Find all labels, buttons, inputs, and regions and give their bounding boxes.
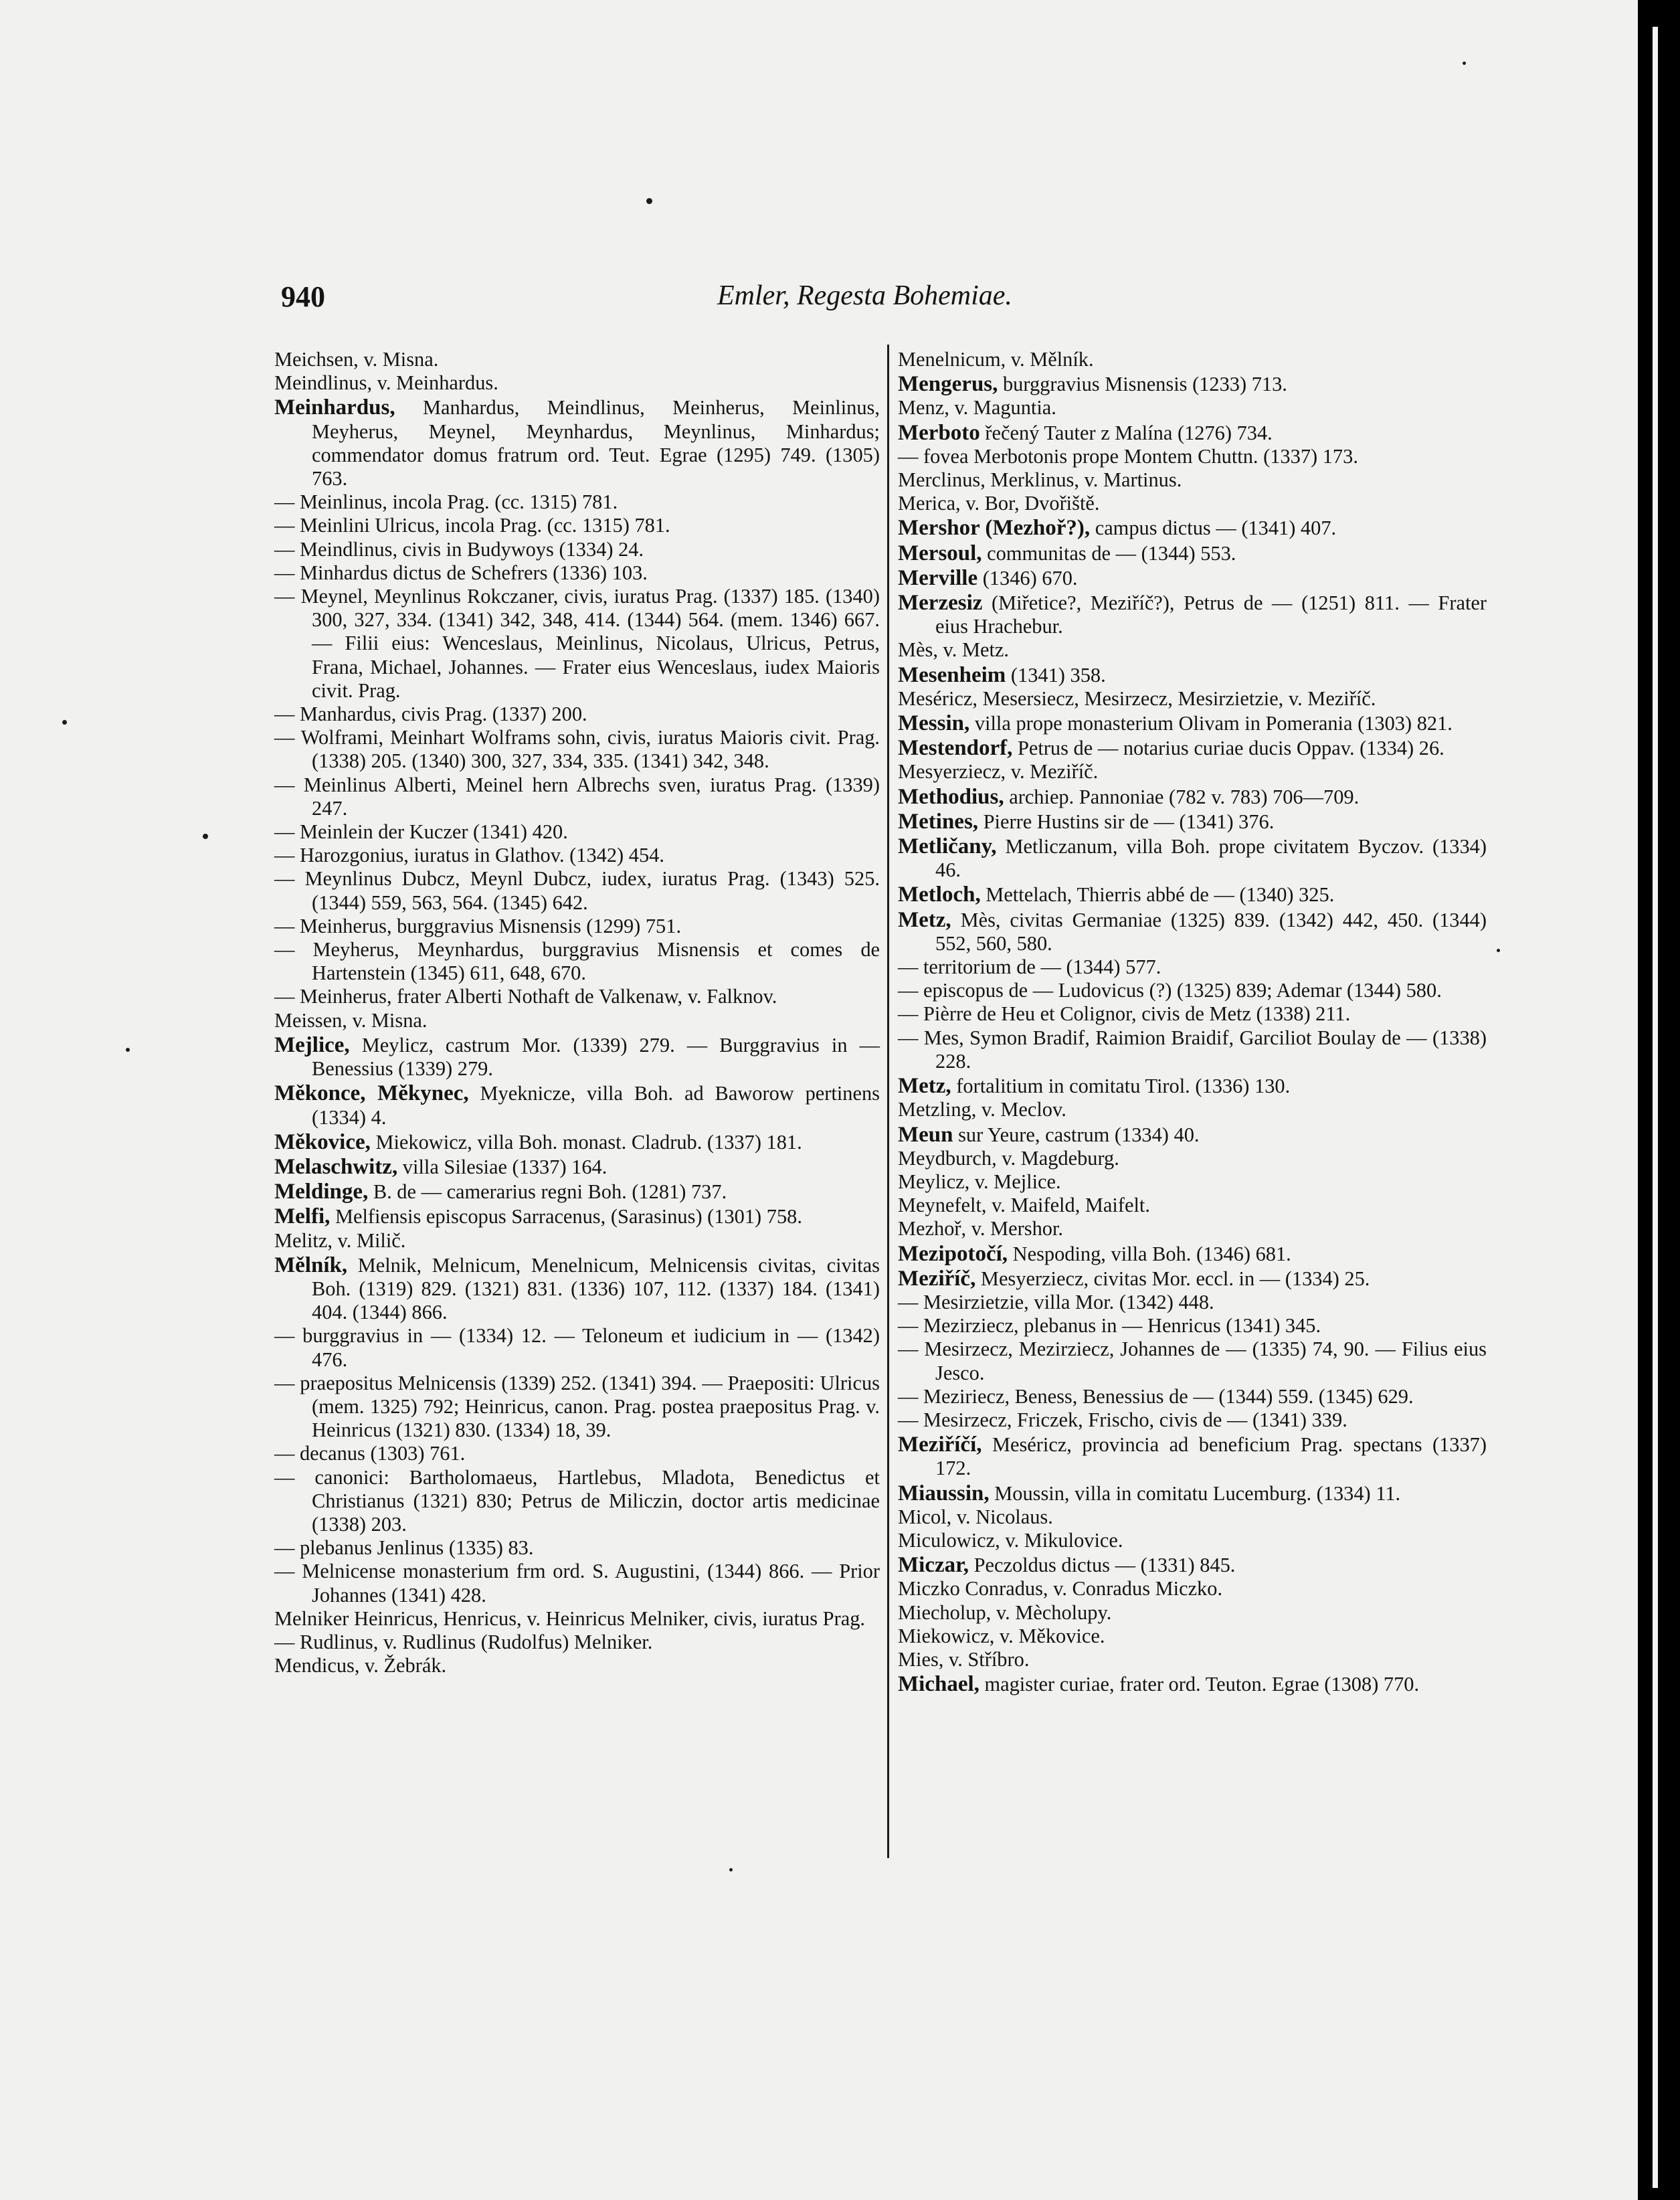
index-entry <box>898 835 1487 882</box>
index-entry <box>898 1098 1487 1121</box>
entry-text: Micol, v. Nicolaus. <box>898 1505 1053 1528</box>
left-column <box>274 348 880 1677</box>
entry-text: — praepositus Melnicensis (1339) 252. (1341) 394. — Praepositi: Ulricus (mem. 1325) 792; Heinricus, canon. Prag. postea praepositus Prag. v. Heinricus (1321) 830. (1334) 18, 39. <box>274 1371 880 1442</box>
entry-text: Miekowicz, v. Měkovice. <box>898 1624 1105 1647</box>
entry-text: Melniker Heinricus, Henricus, v. Heinricus Melniker, civis, iuratus Prag. <box>274 1607 865 1630</box>
entry-text: — Meynlinus Dubcz, Meynl Dubcz, iudex, iuratus Prag. (1343) 525. (1344) 559, 563, 564. (1345) 642. <box>274 867 880 914</box>
entry-headword: Metz, <box>898 1074 951 1099</box>
entry-text: villa prope monasterium Olivam in Pomerania (1303) 821. <box>969 712 1453 735</box>
index-entry <box>898 1505 1487 1529</box>
entry-headword: Meldinge, <box>274 1180 369 1204</box>
entry-headword: Meziříčí, <box>898 1433 982 1457</box>
entry-text: — Meinherus, frater Alberti Nothaft de Valkenaw, v. Falknov. <box>274 985 777 1008</box>
index-entry <box>274 820 880 844</box>
entry-headword: Metloch, <box>898 883 981 907</box>
ink-speck <box>1463 62 1466 65</box>
entry-text: (1346) 670. <box>977 566 1078 589</box>
entry-text: Meylicz, castrum Mor. (1339) 279. — Burggravius in — Benessius (1339) 279. <box>312 1033 880 1081</box>
entry-headword: Mershor (Mezhoř?), <box>898 516 1091 541</box>
index-entry <box>898 1673 1487 1696</box>
entry-text: — Wolframi, Meinhart Wolframs sohn, civis, iuratus Maioris civit. Prag. (1338) 205. (1340) 300, 327, 334, 335. (1341) 342, 348. <box>274 726 880 773</box>
index-entry <box>898 1267 1487 1291</box>
index-entry <box>274 561 880 585</box>
entry-text: — Meinlein der Kuczer (1341) 420. <box>274 820 568 844</box>
entry-headword: Michael, <box>898 1672 979 1697</box>
entry-text: — Meinherus, burggravius Misnensis (1299) 751. <box>274 914 682 937</box>
entry-text: — fovea Merbotonis prope Montem Chuttn. (1337) 173. <box>898 444 1358 468</box>
index-entry <box>274 703 880 726</box>
index-entry <box>898 664 1487 687</box>
index-entry <box>898 1529 1487 1552</box>
index-entry <box>898 638 1487 662</box>
entry-headword: Meziříč, <box>898 1266 976 1291</box>
index-entry <box>274 1654 880 1677</box>
ink-speck <box>729 1868 733 1871</box>
index-entry <box>274 1442 880 1465</box>
entry-headword: Mezipotočí, <box>898 1241 1008 1266</box>
index-entry <box>274 1229 880 1253</box>
entry-text: Merica, v. Bor, Dvořiště. <box>898 492 1100 515</box>
entry-text: Miculowicz, v. Mikulovice. <box>898 1528 1123 1552</box>
index-entry <box>898 1408 1487 1432</box>
entry-text: Melitz, v. Milič. <box>274 1228 406 1252</box>
index-entry <box>274 1466 880 1537</box>
index-entry <box>274 371 880 395</box>
index-entry <box>898 1147 1487 1170</box>
index-entry <box>274 490 880 514</box>
index-entry <box>274 773 880 820</box>
entry-text: villa Silesiae (1337) 164. <box>397 1155 608 1178</box>
index-entry <box>898 1385 1487 1408</box>
entry-headword: Mělník, <box>274 1253 348 1277</box>
index-entry <box>898 542 1487 565</box>
entry-text: Mès, v. Metz. <box>898 638 1009 662</box>
entry-text: — burggravius in — (1334) 12. — Teloneum et iudicium in — (1342) 476. <box>274 1324 880 1371</box>
running-header <box>281 280 1485 320</box>
entry-text: Meissen, v. Misna. <box>274 1008 428 1032</box>
entry-text: magister curiae, frater ord. Teuton. Egrae (1308) 770. <box>979 1673 1420 1696</box>
entry-text: — Melnicense monasterium frm ord. S. Augustini, (1344) 866. — Prior Johannes (1341) 428. <box>274 1560 880 1607</box>
entry-headword: Merville <box>898 565 978 590</box>
entry-text: (Miřetice?, Meziříč?), Petrus de — (1251) 811. — Frater eius Hrachebur. <box>935 591 1487 638</box>
entry-text: B. de — camerarius regni Boh. (1281) 737. <box>368 1180 727 1204</box>
index-entry <box>274 1009 880 1032</box>
column-divider <box>887 345 889 1858</box>
index-entry <box>274 726 880 773</box>
entry-text: Mès, civitas Germaniae (1325) 839. (1342) 442, 450. (1344) 552, 560, 580. <box>935 908 1487 955</box>
index-entry <box>898 712 1487 735</box>
entry-headword: Metličany, <box>898 834 997 859</box>
entry-headword: Miaussin, <box>898 1481 990 1505</box>
entry-text: — Meynel, Meynlinus Rokczaner, civis, iuratus Prag. (1337) 185. (1340) 300, 327, 334. (1341) 342, 348, 414. (1344) 564. (mem. 1346) 667. — Filii eius: Wenceslaus, Meinlinus, Nicolaus, Ulricus, Petrus, Frana, Michael, Johannes. — Frater eius Wenceslaus, iudex Maioris civit. Prag. <box>274 585 880 702</box>
entry-text: Melnik, Melnicum, Menelnicum, Melnicensis civitas, civitas Boh. (1319) 829. (1321) 831. (1336) 107, 112. (1337) 184. (1341) 404. (1344) 866. <box>312 1253 880 1324</box>
entry-text: fortalitium in comitatu Tirol. (1336) 130. <box>951 1075 1291 1098</box>
index-entry <box>898 1433 1487 1480</box>
entry-text: — Mesirzietzie, villa Mor. (1342) 448. <box>898 1290 1214 1313</box>
entry-text: Meydburch, v. Magdeburg. <box>898 1146 1119 1170</box>
index-entry <box>898 1243 1487 1266</box>
entry-text: Meichsen, v. Misna. <box>274 348 439 371</box>
index-entry <box>898 883 1487 907</box>
ink-speck <box>126 1048 130 1052</box>
index-entry <box>898 1123 1487 1147</box>
index-entry <box>898 567 1487 590</box>
entry-text: Miczko Conradus, v. Conradus Miczko. <box>898 1577 1223 1600</box>
ink-speck <box>1497 949 1500 952</box>
index-entry <box>898 445 1487 468</box>
entry-text: — Pièrre de Heu et Colignor, civis de Metz (1338) 211. <box>898 1002 1351 1026</box>
page-edge-rule <box>1653 27 1658 2188</box>
index-entry <box>898 492 1487 515</box>
index-entry <box>274 1324 880 1371</box>
entry-text: Menelnicum, v. Mělník. <box>898 348 1094 371</box>
index-entry <box>898 1482 1487 1505</box>
entry-text: Merclinus, Merklinus, v. Martinus. <box>898 468 1182 492</box>
entry-text: Meylicz, v. Mejlice. <box>898 1170 1061 1193</box>
index-entry <box>274 1372 880 1443</box>
index-entry <box>898 1577 1487 1600</box>
entry-headword: Mestendorf, <box>898 736 1013 761</box>
entry-text: Melfiensis episcopus Sarracenus, (Sarasinus) (1301) 758. <box>330 1205 802 1228</box>
entry-text: — territorium de — (1344) 577. <box>898 955 1161 979</box>
index-entry <box>274 538 880 561</box>
index-entry <box>898 468 1487 492</box>
index-entry <box>274 915 880 938</box>
entry-text: — decanus (1303) 761. <box>274 1442 466 1465</box>
entry-headword: Měkonce, Měkynec, <box>274 1081 469 1106</box>
entry-text: sur Yeure, castrum (1334) 40. <box>953 1123 1200 1146</box>
entry-text: Moussin, villa in comitatu Lucemburg. (1334) 11. <box>989 1481 1401 1505</box>
entry-text: Petrus de — notarius curiae ducis Oppav. (1334) 26. <box>1012 737 1444 760</box>
ink-speck <box>62 720 67 725</box>
index-entry <box>274 1034 880 1081</box>
entry-headword: Methodius, <box>898 784 1004 809</box>
index-entry <box>898 373 1487 396</box>
index-entry <box>274 1205 880 1228</box>
entry-text: — Meinlini Ulricus, incola Prag. (cc. 1315) 781. <box>274 514 670 537</box>
entry-text: — Mesirzecz, Friczek, Frischo, civis de — (1341) 339. <box>898 1408 1347 1431</box>
entry-headword: Meinhardus, <box>274 395 395 420</box>
entry-headword: Merzesiz <box>898 591 983 616</box>
index-entry <box>898 591 1487 638</box>
entry-text: Meynefelt, v. Maifeld, Maifelt. <box>898 1194 1150 1217</box>
index-entry <box>274 1156 880 1179</box>
page-number: 940 <box>281 280 325 313</box>
entry-text: — Mezirziecz, plebanus in — Henricus (1341) 345. <box>898 1314 1321 1338</box>
entry-headword: Mejlice, <box>274 1032 350 1057</box>
entry-text: archiep. Pannoniae (782 v. 783) 706—709. <box>1004 785 1360 808</box>
entry-text: communitas de — (1344) 553. <box>982 541 1236 565</box>
entry-headword: Metines, <box>898 809 979 834</box>
entry-text: Nespoding, villa Boh. (1346) 681. <box>1008 1242 1291 1265</box>
index-entry <box>274 1607 880 1631</box>
entry-text: — canonici: Bartholomaeus, Hartlebus, Mladota, Benedictus et Christianus (1321) 830; Petrus de Miliczin, doctor artis medicinae (1338) 203. <box>274 1465 880 1536</box>
entry-text: — Rudlinus, v. Rudlinus (Rudolfus) Melniker. <box>274 1630 653 1653</box>
index-entry <box>898 1026 1487 1073</box>
index-entry <box>898 517 1487 540</box>
entry-text: Myeknicze, villa Boh. ad Baworow pertinens (1334) 4. <box>312 1082 880 1129</box>
entry-text: — Meinlinus Alberti, Meinel hern Albrechs sven, iuratus Prag. (1339) 247. <box>274 773 880 820</box>
entry-text: — Mesirzecz, Mezirziecz, Johannes de — (1335) 74, 90. — Filius eius Jesco. <box>898 1338 1487 1384</box>
index-entry <box>898 1291 1487 1314</box>
index-entry <box>274 985 880 1008</box>
entry-text: Mezhoř, v. Mershor. <box>898 1217 1064 1241</box>
index-entry <box>274 585 880 703</box>
index-entry <box>274 514 880 537</box>
running-title: Emler, Regesta Bohemiae. <box>717 280 1012 311</box>
entry-text: Meséricz, Mesersiecz, Mesirzecz, Mesirzietzie, v. Meziříč. <box>898 686 1376 710</box>
entry-headword: Messin, <box>898 711 970 736</box>
entry-headword: Melaschwitz, <box>274 1154 398 1179</box>
index-entry <box>274 1131 880 1154</box>
entry-text: Pierre Hustins sir de — (1341) 376. <box>978 810 1275 833</box>
entry-text: — Meyherus, Meynhardus, burggravius Misnensis et comes de Hartenstein (1345) 611, 648, 670. <box>274 938 880 985</box>
entry-headword: Mengerus, <box>898 372 998 397</box>
entry-text: Manhardus, Meindlinus, Meinherus, Meinlinus, Meyherus, Meynel, Meynhardus, Meynlinus, Minhardus; commendator domus fratrum ord. Teut. Egrae (1295) 749. (1305) 763. <box>312 396 880 490</box>
entry-text: burggravius Misnensis (1233) 713. <box>998 373 1287 396</box>
entry-text: campus dictus — (1341) 407. <box>1090 517 1337 540</box>
index-entry <box>274 844 880 867</box>
index-entry <box>898 1002 1487 1026</box>
index-entry <box>274 1631 880 1654</box>
index-entry <box>898 786 1487 809</box>
index-entry <box>274 867 880 914</box>
entry-text: Meindlinus, v. Meinhardus. <box>274 371 498 395</box>
entry-text: Mies, v. Stříbro. <box>898 1647 1030 1671</box>
entry-text: — Harozgonius, iuratus in Glathov. (1342) 454. <box>274 844 664 867</box>
entry-text: Mendicus, v. Žebrák. <box>274 1654 447 1677</box>
index-entry <box>898 1170 1487 1194</box>
entry-text: Metliczanum, villa Boh. prope civitatem Byczov. (1334) 46. <box>935 835 1487 882</box>
index-entry <box>898 979 1487 1002</box>
index-entry <box>898 955 1487 979</box>
entry-text: Meséricz, provincia ad beneficium Prag. spectans (1337) 172. <box>935 1433 1487 1480</box>
index-entry <box>898 1648 1487 1671</box>
entry-headword: Miczar, <box>898 1553 969 1578</box>
entry-text: Miekowicz, villa Boh. monast. Cladrub. (1337) 181. <box>370 1130 802 1154</box>
entry-text: — Manhardus, civis Prag. (1337) 200. <box>274 703 587 726</box>
entry-text: — Mes, Symon Bradif, Raimion Braidif, Garciliot Boulay de — (1338) 228. <box>898 1026 1487 1073</box>
entry-headword: Meun <box>898 1122 953 1147</box>
ink-speck <box>646 198 652 204</box>
right-column <box>898 348 1487 1696</box>
entry-text: Menz, v. Maguntia. <box>898 396 1056 420</box>
entry-headword: Melfi, <box>274 1204 331 1229</box>
entry-headword: Mesenheim <box>898 662 1006 687</box>
entry-text: Miecholup, v. Mècholupy. <box>898 1600 1112 1624</box>
index-entry <box>274 348 880 371</box>
index-entry <box>898 909 1487 955</box>
index-entry <box>274 1180 880 1204</box>
index-entry <box>898 1338 1487 1384</box>
entry-text: Mesyerziecz, civitas Mor. eccl. in — (1334) 25. <box>975 1267 1370 1290</box>
index-entry <box>274 396 880 490</box>
entry-text: Mettelach, Thierris abbé de — (1340) 325. <box>980 883 1335 907</box>
index-entry <box>898 422 1487 445</box>
index-entry <box>898 1601 1487 1625</box>
entry-headword: Měkovice, <box>274 1129 371 1154</box>
entry-text: Peczoldus dictus — (1331) 845. <box>968 1554 1236 1577</box>
index-entry <box>274 1082 880 1129</box>
entry-text: — Meindlinus, civis in Budywoys (1334) 24. <box>274 537 644 561</box>
index-entry <box>898 810 1487 834</box>
index-entry <box>274 1560 880 1607</box>
entry-text: — Minhardus dictus de Schefrers (1336) 103. <box>274 561 648 584</box>
entry-text: Mesyerziecz, v. Meziříč. <box>898 760 1099 784</box>
entry-headword: Metz, <box>898 907 951 932</box>
index-entry <box>898 687 1487 711</box>
entry-text: (1341) 358. <box>1006 663 1106 686</box>
entry-text: řečený Tauter z Malína (1276) 734. <box>979 421 1273 444</box>
ink-speck <box>203 834 208 839</box>
entry-text: — plebanus Jenlinus (1335) 83. <box>274 1536 534 1560</box>
index-entry <box>898 1554 1487 1577</box>
entry-text: — episcopus de — Ludovicus (?) (1325) 839; Ademar (1344) 580. <box>898 979 1442 1002</box>
index-entry <box>898 396 1487 420</box>
index-entry <box>898 760 1487 784</box>
index-entry <box>898 1314 1487 1338</box>
index-entry <box>898 348 1487 371</box>
index-entry <box>898 1194 1487 1217</box>
index-entry <box>898 1075 1487 1098</box>
entry-headword: Merboto <box>898 420 980 445</box>
index-entry <box>898 1217 1487 1241</box>
entry-headword: Mersoul, <box>898 541 982 565</box>
index-entry <box>274 938 880 985</box>
index-entry <box>898 1625 1487 1648</box>
entry-text: Metzling, v. Meclov. <box>898 1098 1066 1121</box>
entry-text: — Meziriecz, Beness, Benessius de — (1344) 559. (1345) 629. <box>898 1384 1414 1408</box>
index-entry <box>274 1254 880 1325</box>
index-entry <box>274 1536 880 1560</box>
index-entry <box>898 737 1487 760</box>
entry-text: — Meinlinus, incola Prag. (cc. 1315) 781. <box>274 490 618 514</box>
